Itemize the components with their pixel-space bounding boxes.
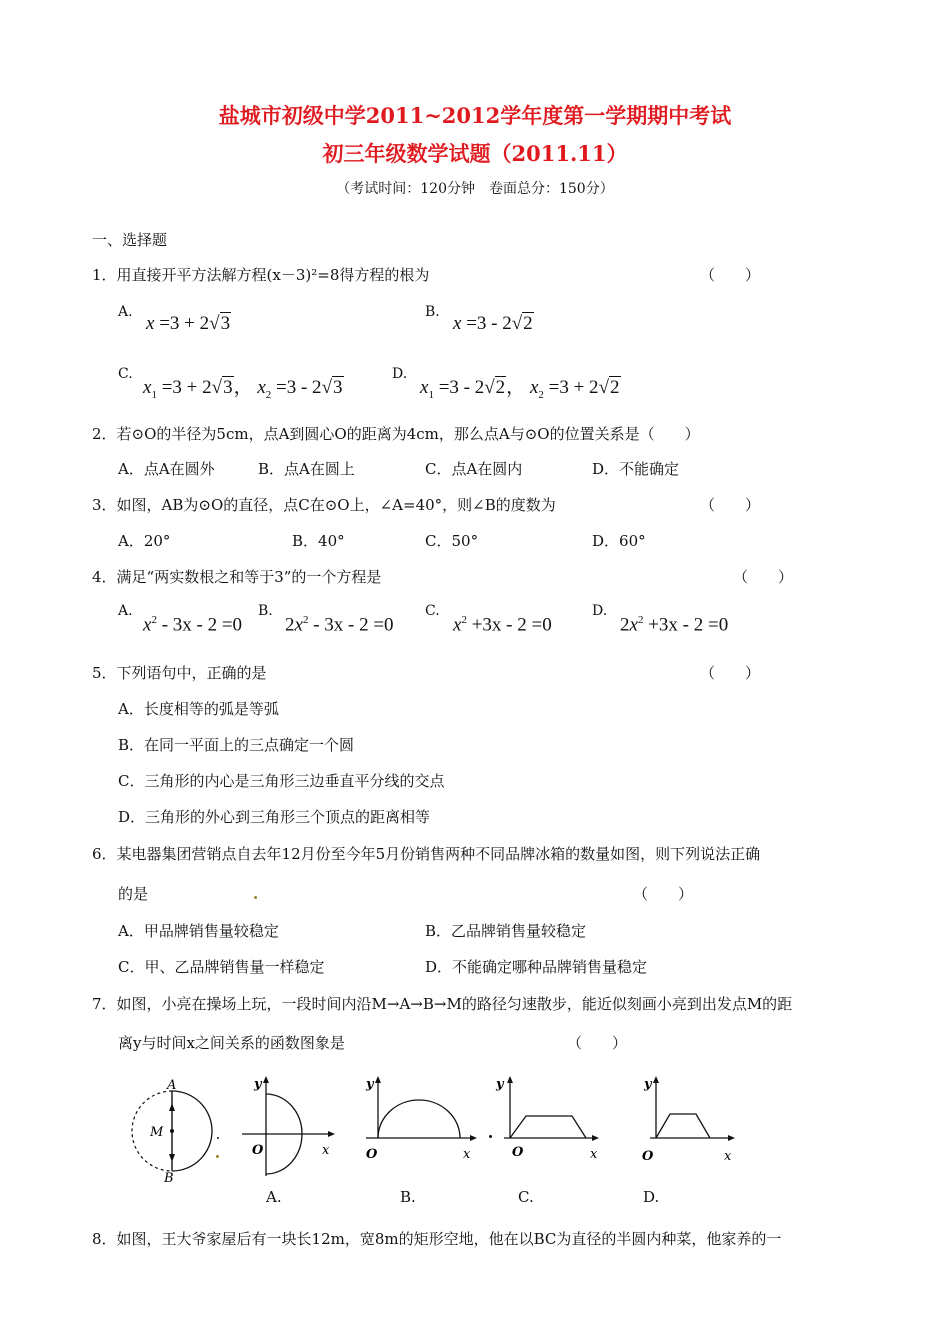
q1-option-b-equation: x =3 - 2√2 bbox=[453, 313, 533, 334]
x-label: x bbox=[724, 1149, 732, 1164]
question-5-stem: 5．下列语句中，正确的是 bbox=[92, 664, 267, 682]
q1-option-a-equation: x =3 + 2√3 bbox=[146, 313, 231, 334]
x-label: x bbox=[590, 1147, 598, 1162]
q6-option-b: B．乙品牌销售量较稳定 bbox=[425, 922, 587, 940]
q6-option-c: C．甲、乙品牌销售量一样稳定 bbox=[118, 958, 325, 976]
question-6-stem: 6．某电器集团营销点自去年12月份至今年5月份销售两种不同品牌冰箱的数量如图，则下列说法正确 bbox=[92, 845, 761, 863]
point-m bbox=[170, 1129, 174, 1133]
exam-info: （考试时间：120分钟 卷面总分：150分） bbox=[336, 181, 614, 197]
origin-label: O bbox=[512, 1145, 524, 1160]
q1-option-c-equation: $x_1 =3 + 2√3$， $x_2 =3 - 2√3$ bbox=[143, 377, 343, 401]
q5-option-d: D．三角形的外心到三角形三个顶点的距离相等 bbox=[118, 808, 431, 826]
answer-blank: （ ） bbox=[700, 664, 761, 682]
q4-option-a-equation: $x^2 - 3x - 2 =0$ bbox=[143, 614, 243, 636]
x-label: x bbox=[322, 1143, 330, 1158]
section-heading: 一、选择题 bbox=[92, 231, 168, 249]
q2-option-a: A．点A在圆外 bbox=[118, 460, 215, 478]
q1-option-d-equation: $x_1 =3 - 2√2$， $x_2 =3 + 2√2$ bbox=[420, 377, 620, 401]
walking-path-figure bbox=[128, 1078, 228, 1184]
q2-option-d: D．不能确定 bbox=[592, 460, 680, 478]
stray-mark bbox=[216, 1155, 219, 1158]
q1-option-d-label: D. bbox=[392, 366, 408, 382]
q5-option-c: C．三角形的内心是三角形三边垂直平分线的交点 bbox=[118, 772, 445, 790]
q4-option-c-equation: $x^2 +3x - 2 =0$ bbox=[453, 614, 552, 636]
question-7-stem: 7．如图，小亮在操场上玩，一段时间内沿M→A→B→M的路径匀速散步，能近似刻画小亮到出发点M的距 bbox=[92, 995, 793, 1013]
y-label: y bbox=[254, 1077, 262, 1092]
y-label: y bbox=[644, 1077, 652, 1092]
q4-option-b-equation: $2x^2 - 3x - 2 =0$ bbox=[285, 614, 394, 636]
q4-option-a-label: A. bbox=[118, 603, 133, 619]
graph-d bbox=[638, 1072, 742, 1164]
circle-solid-arc bbox=[172, 1091, 212, 1171]
q3-option-a: A．20° bbox=[118, 532, 171, 550]
q6-option-d: D．不能确定哪种品牌销售量稳定 bbox=[425, 958, 648, 976]
graph-curve bbox=[656, 1114, 710, 1138]
stray-mark bbox=[254, 896, 257, 899]
q5-option-a: A．长度相等的弧是等弧 bbox=[118, 700, 279, 718]
q4-option-c-label: C. bbox=[425, 603, 440, 619]
graph-c bbox=[492, 1072, 604, 1162]
q3-option-d: D．60° bbox=[592, 532, 646, 550]
label-m: M bbox=[150, 1125, 164, 1140]
question-4-stem: 4．满足“两实数根之和等于3”的一个方程是 bbox=[92, 568, 382, 586]
y-label: y bbox=[366, 1077, 374, 1092]
question-3-stem: 3．如图，AB为⊙O的直径，点C在⊙O上，∠A=40°，则∠B的度数为 bbox=[92, 496, 556, 514]
y-label: y bbox=[496, 1077, 504, 1092]
q6-option-a: A．甲品牌销售量较稳定 bbox=[118, 922, 279, 940]
graph-b bbox=[360, 1072, 480, 1162]
graph-a bbox=[238, 1072, 342, 1180]
x-label: x bbox=[463, 1147, 471, 1162]
label-a: A bbox=[167, 1078, 177, 1093]
q4-option-b-label: B. bbox=[258, 603, 273, 619]
q4-option-d-equation: $2x^2 +3x - 2 =0$ bbox=[620, 614, 729, 636]
label-b: B bbox=[164, 1171, 174, 1184]
graph-a-label: A. bbox=[266, 1188, 282, 1206]
answer-blank: （ ） bbox=[700, 496, 761, 514]
answer-blank: （ ） bbox=[700, 266, 761, 284]
question-8-stem: 8．如图，王大爷家屋后有一块长12m，宽8m的矩形空地，他在以BC为直径的半圆内种菜，他家养的一 bbox=[92, 1230, 782, 1248]
exam-subtitle: 初三年级数学试题（2011.11） bbox=[322, 141, 628, 166]
graph-b-label: B. bbox=[400, 1188, 416, 1206]
answer-blank: （ ） bbox=[567, 1034, 628, 1052]
q1-option-c-label: C. bbox=[118, 366, 133, 382]
answer-blank: （ ） bbox=[633, 885, 694, 903]
question-7-stem-cont: 离y与时间x之间关系的函数图象是 bbox=[118, 1034, 345, 1052]
q3-option-b: B．40° bbox=[292, 532, 345, 550]
q2-option-b: B．点A在圆上 bbox=[258, 460, 355, 478]
arrow-down-icon bbox=[169, 1154, 175, 1162]
q3-option-c: C．50° bbox=[425, 532, 479, 550]
graph-curve bbox=[378, 1100, 460, 1138]
q2-option-c: C．点A在圆内 bbox=[425, 460, 523, 478]
q1-option-a-label: A. bbox=[118, 304, 133, 320]
graph-c-label: C. bbox=[518, 1188, 534, 1206]
q4-option-d-label: D. bbox=[592, 603, 608, 619]
answer-blank: （ ） bbox=[733, 568, 794, 586]
origin-label: O bbox=[366, 1147, 378, 1162]
q1-option-b-label: B. bbox=[425, 304, 440, 320]
graph-d-label: D. bbox=[643, 1188, 660, 1206]
question-1-stem: 1．用直接开平方法解方程(x－3)²=8得方程的根为 bbox=[92, 266, 430, 284]
origin-label: O bbox=[642, 1149, 654, 1164]
question-2-stem: 2．若⊙O的半径为5cm，点A到圆心O的距离为4cm，那么点A与⊙O的位置关系是（ ） bbox=[92, 425, 700, 443]
exam-title: 盐城市初级中学2011~2012学年度第一学期期中考试 bbox=[218, 103, 732, 128]
arrow-up-icon bbox=[169, 1103, 175, 1111]
q5-option-b: B．在同一平面上的三点确定一个圆 bbox=[118, 736, 355, 754]
graph-curve bbox=[510, 1116, 586, 1138]
question-6-stem-cont: 的是 bbox=[118, 885, 149, 903]
origin-label: O bbox=[252, 1143, 264, 1158]
